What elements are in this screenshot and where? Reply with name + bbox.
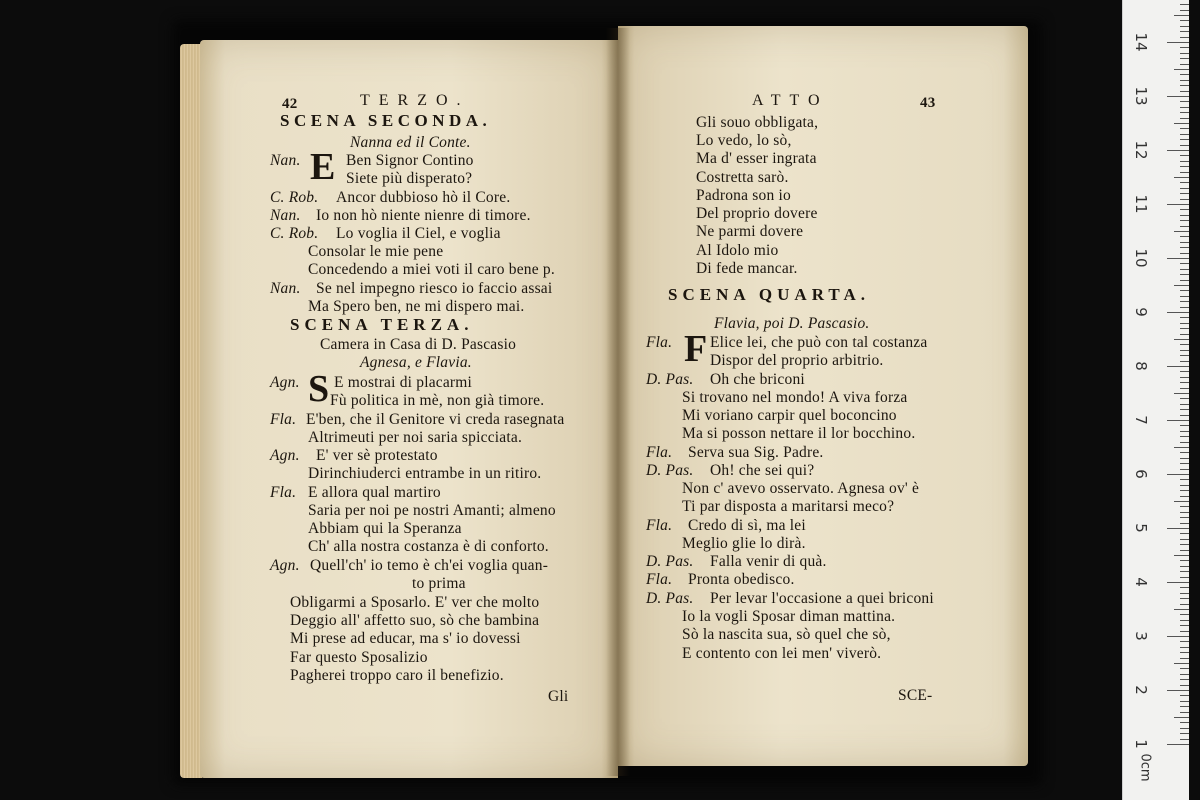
verse-line: Dirinchiuderci entrambe in un ritiro. [308,465,542,482]
ruler-tick [1180,101,1189,102]
ruler-tick [1167,204,1189,205]
ruler-number: 12 [1132,140,1150,160]
ruler-tick [1180,679,1189,680]
measurement-ruler [1122,0,1189,800]
ruler-tick [1180,199,1189,200]
speaker: Nan. [270,152,301,169]
verse-line: Di fede mancar. [696,260,798,277]
ruler-tick [1180,4,1189,5]
ruler-tick [1180,155,1189,156]
ruler-tick [1180,425,1189,426]
ruler-tick [1180,26,1189,27]
ruler-tick [1180,490,1189,491]
speaker: C. Rob. [270,225,319,242]
verse-line: Ancor dubbioso hò il Core. [336,189,511,206]
ruler-tick [1180,733,1189,734]
ruler-tick [1180,323,1189,324]
ruler-tick [1180,118,1189,119]
ruler-tick [1167,420,1189,421]
ruler-number: 11 [1132,194,1150,214]
verse-line: Obligarmi a Sposarlo. E' ver che molto [290,594,540,611]
ruler-tick [1180,436,1189,437]
ruler-tick [1180,85,1189,86]
ruler-tick [1180,307,1189,308]
ruler-tick [1180,398,1189,399]
scene-title: SCENA SECONDA. [280,111,492,130]
page-number: 43 [920,95,936,111]
ruler-tick [1167,528,1189,529]
ruler-unit-label: 0cm [1137,753,1153,782]
speaker: D. Pas. [646,553,694,570]
verse-line: to prima [412,575,466,592]
ruler-tick [1180,350,1189,351]
ruler-tick [1180,722,1189,723]
ruler-tick [1180,452,1189,453]
ruler-tick [1180,172,1189,173]
right-page [618,26,1028,766]
ruler-tick [1180,193,1189,194]
left-page [200,40,618,778]
page-edges [180,44,202,778]
verse-line: E' ver sè protestato [316,447,438,464]
speaker: Fla. [646,517,673,534]
speaker: C. Rob. [270,189,319,206]
verse-line: Deggio all' affetto suo, sò che bambina [290,612,540,629]
ruler-tick [1180,64,1189,65]
verse-line: Mi prese ad educar, ma s' io dovessi [290,630,521,647]
ruler-tick [1180,641,1189,642]
ruler-tick [1180,10,1189,11]
ruler-tick [1180,161,1189,162]
ruler-tick [1180,53,1189,54]
ruler-tick [1180,301,1189,302]
speaker: Fla. [646,444,673,461]
verse-line: Gli souo obbligata, [696,114,819,131]
ruler-tick [1174,69,1189,70]
ruler-number: 13 [1132,86,1150,106]
ruler-number: 2 [1132,685,1150,695]
speaker: Nan. [270,207,301,224]
ruler-tick [1180,506,1189,507]
ruler-tick [1167,474,1189,475]
speaker: D. Pas. [646,462,694,479]
ruler-tick [1174,177,1189,178]
verse-line: Mi voriano carpir quel boconcino [682,407,897,424]
ruler-tick [1180,668,1189,669]
running-head: TERZO. [360,92,470,109]
ruler-tick [1167,366,1189,367]
running-head: ATTO [752,92,829,109]
scene-title: SCENA TERZA. [290,315,474,334]
ruler-tick [1174,555,1189,556]
verse-line: Ben Signor Contino [346,152,474,169]
verse-line: Oh! che sei qui? [710,462,815,479]
ruler-tick [1174,123,1189,124]
verse-line: Consolar le mie pene [308,243,444,260]
speaker: Fla. [646,334,673,351]
ruler-tick [1180,344,1189,345]
ruler-tick [1180,47,1189,48]
ruler-tick [1180,647,1189,648]
speaker: Fla. [270,411,297,428]
drop-cap: F [684,328,708,370]
scene-place: Camera in Casa di D. Pascasio [320,336,517,353]
ruler-tick [1180,587,1189,588]
speaker: Fla. [646,571,673,588]
ruler-tick [1167,312,1189,313]
ruler-tick [1180,145,1189,146]
verse-line: Ma si posson nettare il lor bocchino. [682,425,916,442]
ruler-tick [1180,377,1189,378]
scene-characters: Agnesa, e Flavia. [360,354,472,371]
speaker: D. Pas. [646,590,694,607]
verse-line: Pagherei troppo caro il benefizio. [290,667,504,684]
ruler-tick [1180,695,1189,696]
verse-line: Pronta obedisco. [688,571,795,588]
scene-title: SCENA QUARTA. [668,285,870,304]
verse-line: Per levar l'occasione a quei briconi [710,590,934,607]
ruler-tick [1180,166,1189,167]
ruler-tick [1180,431,1189,432]
ruler-tick [1180,415,1189,416]
verse-line: Io la vogli Sposar diman mattina. [682,608,896,625]
ruler-tick [1180,269,1189,270]
verse-line: Credo di sì, ma lei [688,517,806,534]
verse-line: Lo voglia il Ciel, e voglia [336,225,501,242]
verse-line: Non c' avevo osservato. Agnesa ov' è [682,480,920,497]
ruler-tick [1180,571,1189,572]
verse-line: E contento con lei men' viverò. [682,645,882,662]
ruler-number: 10 [1132,248,1150,268]
verse-line: Concedendo a miei voti il caro bene p. [308,261,555,278]
ruler-tick [1180,220,1189,221]
verse-line: E'ben, che il Genitore vi creda rasegnata [306,411,565,428]
ruler-tick [1167,258,1189,259]
ruler-tick [1180,409,1189,410]
ruler-tick [1167,582,1189,583]
ruler-tick [1180,550,1189,551]
ruler-tick [1180,458,1189,459]
ruler-number: 7 [1132,415,1150,425]
page-number: 42 [282,96,298,112]
ruler-tick [1180,560,1189,561]
ruler-tick [1180,139,1189,140]
verse-line: Se nel impegno riesco io faccio assai [316,280,553,297]
ruler-tick [1180,209,1189,210]
ruler-tick [1180,658,1189,659]
verse-line: Oh che briconi [710,371,805,388]
verse-line: Far questo Sposalizio [290,649,428,666]
ruler-tick [1180,263,1189,264]
verse-line: Meglio glie lo dirà. [682,535,806,552]
ruler-tick [1180,188,1189,189]
ruler-tick [1180,388,1189,389]
ruler-tick [1180,469,1189,470]
ruler-tick [1180,382,1189,383]
verse-line: Si trovano nel mondo! A viva forza [682,389,908,406]
ruler-tick [1180,701,1189,702]
ruler-tick [1180,74,1189,75]
verse-line: Ti par disposta a maritarsi meco? [682,498,895,515]
speaker: Agn. [270,557,300,574]
ruler-tick [1180,463,1189,464]
ruler-tick [1167,96,1189,97]
ruler-tick [1180,134,1189,135]
ruler-tick [1174,231,1189,232]
ruler-tick [1180,91,1189,92]
ruler-tick [1167,690,1189,691]
ruler-tick [1180,80,1189,81]
verse-line: Quell'ch' io temo è ch'ei voglia quan- [310,557,549,574]
ruler-tick [1180,371,1189,372]
verse-line: Abbiam qui la Speranza [308,520,462,537]
catchword: Gli [548,688,569,705]
ruler-tick [1180,485,1189,486]
ruler-tick [1180,620,1189,621]
ruler-tick [1180,215,1189,216]
verse-line: Saria per noi pe nostri Amanti; almeno [308,502,556,519]
verse-line: Costretta sarò. [696,169,789,186]
ruler-tick [1180,280,1189,281]
book-gutter [606,28,630,776]
ruler-number: 1 [1132,739,1150,749]
ruler-tick [1180,404,1189,405]
ruler-tick [1180,533,1189,534]
ruler-tick [1167,150,1189,151]
ruler-tick [1174,285,1189,286]
ruler-tick [1180,577,1189,578]
verse-line: E allora qual martiro [308,484,441,501]
verse-line: Io non hò niente nienre di timore. [316,207,531,224]
scene-characters: Nanna ed il Conte. [350,134,471,151]
ruler-tick [1180,566,1189,567]
verse-line: Serva sua Sig. Padre. [688,444,824,461]
speaker: Agn. [270,374,300,391]
ruler-tick [1180,361,1189,362]
verse-line: Fù politica in mè, non già timore. [330,392,545,409]
ruler-tick [1180,674,1189,675]
verse-line: Al Idolo mio [696,242,779,259]
ruler-tick [1180,712,1189,713]
ruler-tick [1180,631,1189,632]
ruler-number: 5 [1132,523,1150,533]
ruler-tick [1180,604,1189,605]
ruler-tick [1180,593,1189,594]
verse-line: Altrimeuti per noi saria spicciata. [308,429,523,446]
ruler-tick [1180,58,1189,59]
ruler-tick [1180,317,1189,318]
ruler-number: 3 [1132,631,1150,641]
ruler-number: 14 [1132,32,1150,52]
speaker: Nan. [270,280,301,297]
verse-line: Siete più disperato? [346,170,473,187]
ruler-tick [1180,625,1189,626]
ruler-tick [1180,523,1189,524]
verse-line: Ne parmi dovere [696,223,804,240]
verse-line: Lo vedo, lo sò, [696,132,792,149]
ruler-tick [1174,717,1189,718]
verse-line: Padrona son io [696,187,791,204]
ruler-tick [1180,334,1189,335]
ruler-tick [1180,290,1189,291]
speaker: D. Pas. [646,371,694,388]
verse-line: Ma d' esser ingrata [696,150,817,167]
ruler-number: 8 [1132,361,1150,371]
ruler-number: 4 [1132,577,1150,587]
verse-line: Sò la nascita sua, sò quel che sò, [682,626,891,643]
ruler-tick [1167,744,1189,745]
ruler-tick [1180,112,1189,113]
speaker: Fla. [270,484,297,501]
ruler-tick [1180,355,1189,356]
ruler-tick [1180,37,1189,38]
ruler-tick [1180,614,1189,615]
ruler-tick [1180,226,1189,227]
ruler-tick [1180,128,1189,129]
ruler-tick [1180,242,1189,243]
ruler-tick [1180,706,1189,707]
ruler-tick [1180,739,1189,740]
verse-line: E mostrai di placarmi [334,374,473,391]
ruler-tick [1180,544,1189,545]
ruler-tick [1174,339,1189,340]
ruler-tick [1180,107,1189,108]
ruler-tick [1174,393,1189,394]
ruler-tick [1180,236,1189,237]
verse-line: Elice lei, che può con tal costanza [710,334,928,351]
ruler-tick [1174,15,1189,16]
ruler-number: 9 [1132,307,1150,317]
verse-line: Ch' alla nostra costanza è di conforto. [308,538,549,555]
verse-line: Ma Spero ben, ne mi dispero mai. [308,298,525,315]
ruler-tick [1174,501,1189,502]
ruler-tick [1180,479,1189,480]
ruler-tick [1180,512,1189,513]
drop-cap: E [310,146,336,188]
ruler-tick [1180,442,1189,443]
ruler-tick [1180,539,1189,540]
ruler-tick [1174,663,1189,664]
ruler-tick [1180,274,1189,275]
ruler-tick [1180,328,1189,329]
drop-cap: S [308,368,330,410]
ruler-tick [1180,652,1189,653]
verse-line: Falla venir di quà. [710,553,827,570]
ruler-number: 6 [1132,469,1150,479]
ruler-tick [1180,728,1189,729]
scene-characters: Flavia, poi D. Pascasio. [714,315,870,332]
ruler-tick [1180,253,1189,254]
speaker: Agn. [270,447,300,464]
ruler-tick [1180,598,1189,599]
ruler-tick [1174,609,1189,610]
ruler-tick [1167,636,1189,637]
ruler-tick [1180,20,1189,21]
verse-line: Del proprio dovere [696,205,818,222]
ruler-tick [1180,182,1189,183]
ruler-tick [1180,496,1189,497]
ruler-tick [1180,247,1189,248]
ruler-tick [1180,517,1189,518]
ruler-tick [1180,31,1189,32]
ruler-tick [1180,685,1189,686]
verse-line: Dispor del proprio arbitrio. [710,352,884,369]
catchword: SCE- [898,687,933,704]
ruler-tick [1174,447,1189,448]
ruler-tick [1180,296,1189,297]
ruler-tick [1167,42,1189,43]
